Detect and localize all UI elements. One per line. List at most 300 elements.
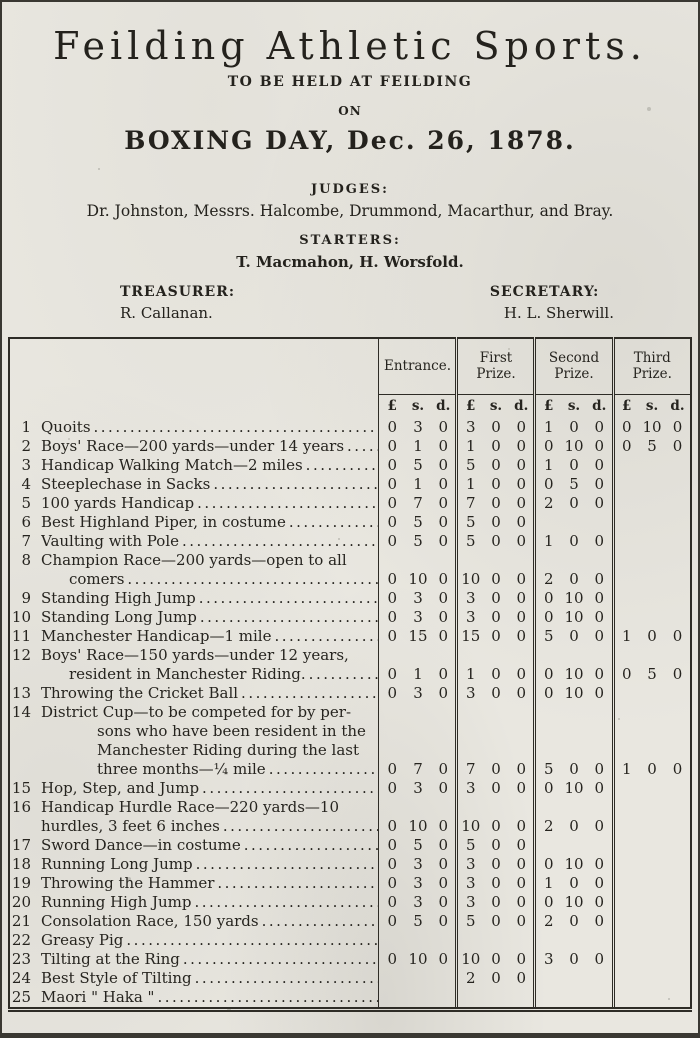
first-shillings: 0 [491,684,501,702]
second-shillings: 0 [569,418,579,436]
first-pence [509,988,535,1010]
second-pence: 0 [594,608,605,626]
event-number: 11 [11,627,31,645]
first-pence: 0 [516,874,526,892]
first-pounds: 10 [457,950,483,969]
entrance-shillings: 7 [413,760,423,778]
event-row [9,988,691,1010]
event-text: Standing High Jump [41,589,196,607]
event-text: comers [69,570,125,588]
second-shillings: 0 [569,950,579,968]
entrance-pence: 0 [438,627,448,645]
third-shillings [639,836,665,855]
entrance-pence: 0 [438,513,448,531]
event-line [41,589,378,608]
treasurer-label: TREASURER: [120,284,236,300]
second-pounds: 1 [535,456,561,475]
second-shillings: 10 [564,779,584,797]
first-pence: 0 [516,855,526,873]
third-pence: 0 [672,418,683,436]
event-line [41,532,378,551]
entrance-shillings: 3 [413,874,423,892]
entrance-shillings: 1 [413,475,423,493]
second-pence [587,931,613,950]
first-pounds: 3 [457,418,483,437]
second-pence: 0 [594,475,605,493]
first-pounds: 3 [457,779,483,798]
second-pounds: 3 [535,950,561,969]
dot-leader [214,874,378,893]
second-pounds [535,836,561,855]
dot-leader [199,779,378,798]
event-line [41,513,378,532]
event-text: Consolation Race, 150 yards [41,912,259,930]
judges-label: JUDGES: [311,182,389,197]
dot-leader [91,418,379,437]
event-row [9,437,691,456]
third-pounds [613,836,639,855]
event-name [36,684,379,703]
event-number: 18 [11,855,31,873]
first-pence: 0 [516,684,526,702]
second-pence [587,836,613,855]
third-pence [665,988,691,1010]
first-pounds: 3 [457,589,483,608]
event-line [41,646,378,665]
event-number: 22 [11,931,31,949]
entrance-shillings: 3 [413,418,423,436]
third-pounds [613,494,639,513]
currency-header-third-shillings: s. [645,398,659,415]
held-at-line: TO BE HELD AT FEILDING [227,74,473,90]
entrance-pence [431,988,457,1010]
first-pence: 0 [516,912,526,930]
second-pence: 0 [594,627,605,645]
event-name [36,912,379,931]
entrance-pounds: 0 [379,779,405,798]
third-shillings [639,931,665,950]
entrance-shillings: 5 [413,912,423,930]
entrance-pence: 0 [438,418,448,436]
entrance-pounds: 0 [379,912,405,931]
third-pounds [613,950,639,969]
entrance-pence: 0 [438,760,448,778]
event-line [41,817,378,836]
first-pence: 0 [516,608,526,626]
third-pence: 0 [672,437,683,455]
second-pence: 0 [594,437,605,455]
entrance-shillings: 5 [413,456,423,474]
second-pounds: 0 [535,684,561,703]
second-shillings: 5 [569,475,579,493]
second-pence: 0 [594,817,605,835]
event-line [41,494,378,513]
first-pence [509,931,535,950]
event-row [9,855,691,874]
event-line [41,475,378,494]
event-text: 100 yards Handicap [41,494,195,512]
event-name [36,589,379,608]
third-pounds [613,874,639,893]
first-shillings: 0 [491,456,501,474]
first-shillings: 0 [491,912,501,930]
event-name [36,950,379,969]
event-name [36,608,379,627]
second-pence [587,969,613,988]
event-name [36,855,379,874]
first-shillings: 0 [491,817,501,835]
dot-leader [241,836,379,855]
event-line [41,798,378,817]
event-row [9,513,691,532]
third-pence [665,931,691,950]
event-number: 21 [11,912,31,930]
event-name [36,969,379,988]
entrance-pence: 0 [438,684,448,702]
event-number: 5 [21,494,31,512]
event-text: Boys' Race—200 yards—under 14 years [41,437,345,455]
officers-row [8,284,692,323]
third-pounds [613,912,639,931]
event-name [36,798,379,836]
second-pounds: 1 [535,874,561,893]
entrance-shillings: 5 [413,836,423,854]
entrance-shillings: 1 [413,437,423,455]
entrance-pence: 0 [438,779,448,797]
event-number: 16 [11,798,31,816]
event-name [36,456,379,475]
header-spacer [9,338,36,394]
first-pounds [457,988,483,1010]
second-shillings [561,988,587,1010]
event-line [41,836,378,855]
second-shillings: 0 [569,532,579,550]
event-number: 25 [11,988,31,1006]
third-pounds [613,855,639,874]
second-pounds: 2 [535,551,561,589]
second-pounds [535,988,561,1010]
second-shillings: 0 [569,912,579,930]
entrance-pence: 0 [438,950,448,968]
second-pence [587,988,613,1010]
first-pounds: 3 [457,608,483,627]
event-number: 17 [11,836,31,854]
masthead [8,24,692,323]
third-pounds [613,608,639,627]
third-shillings [639,589,665,608]
second-pounds: 0 [535,779,561,798]
second-shillings: 10 [564,855,584,873]
event-number: 9 [21,589,31,607]
event-text: District Cup—to be competed for by per- [41,703,352,721]
secretary-block [490,284,614,323]
entrance-pence [431,931,457,950]
event-name [36,627,379,646]
secretary-name: H. L. Sherwill. [503,304,614,322]
header-spacer [36,394,379,418]
event-text: Handicap Walking Match—2 miles [41,456,303,474]
dot-leader [192,969,379,988]
third-pounds [613,798,639,836]
column-header-third: Third Prize. [613,338,691,394]
event-line [41,627,378,646]
second-pounds: 2 [535,912,561,931]
event-name [36,988,379,1010]
third-shillings [639,494,665,513]
currency-header-first-pounds: £ [457,394,483,418]
second-pence: 0 [594,418,605,436]
second-pence [587,513,613,532]
third-shillings: 5 [647,665,657,683]
third-pence [665,589,691,608]
second-pounds: 2 [535,798,561,836]
first-shillings: 0 [491,760,501,778]
first-shillings [483,988,509,1010]
event-line [41,437,378,456]
entrance-pence: 0 [438,817,448,835]
event-number: 1 [21,418,31,436]
first-pence: 0 [516,836,526,854]
event-row [9,646,691,684]
second-pounds: 0 [535,855,561,874]
third-pence [665,969,691,988]
event-name [36,703,379,779]
event-line [41,893,378,912]
event-number: 6 [21,513,31,531]
event-text: Throwing the Hammer [41,874,215,892]
event-line [41,551,378,570]
first-pence: 0 [516,779,526,797]
first-pence: 0 [516,665,526,683]
event-text: Best Highland Piper, in costume [41,513,286,531]
event-text: Hop, Step, and Jump [41,779,200,797]
entrance-shillings: 7 [413,494,423,512]
second-pounds [535,969,561,988]
third-pence [665,836,691,855]
first-pounds: 15 [457,627,483,646]
first-shillings: 0 [491,608,501,626]
second-pounds: 5 [535,627,561,646]
entrance-pence: 0 [438,874,448,892]
second-pounds [535,931,561,950]
entrance-shillings: 3 [413,684,423,702]
first-pounds: 7 [457,703,483,779]
header-spacer [36,338,379,394]
third-pounds [613,532,639,551]
dot-leader [266,760,379,779]
first-shillings: 0 [491,874,501,892]
third-shillings [639,893,665,912]
second-shillings [561,969,587,988]
second-pounds: 0 [535,475,561,494]
event-name [36,475,379,494]
third-shillings [639,608,665,627]
treasurer-name: R. Callanan. [120,304,213,322]
first-pounds: 5 [457,532,483,551]
third-pounds [613,475,639,494]
third-pounds [613,969,639,988]
entrance-shillings: 5 [413,513,423,531]
third-pence [665,513,691,532]
second-pounds [535,513,561,532]
first-pence: 0 [516,456,526,474]
entrance-pounds: 0 [379,893,405,912]
secretary-label: SECRETARY: [489,284,600,300]
event-line [41,608,378,627]
event-row [9,931,691,950]
first-pounds: 2 [457,969,483,988]
third-pounds [613,988,639,1010]
entrance-pence: 0 [438,532,448,550]
third-shillings [639,684,665,703]
first-pounds: 5 [457,912,483,931]
event-line [41,722,378,741]
entrance-shillings: 3 [413,589,423,607]
event-line [41,855,378,874]
first-pence: 0 [516,627,526,645]
event-text: Running Long Jump [41,855,193,873]
first-shillings: 0 [491,532,501,550]
first-pounds: 1 [457,437,483,456]
third-pounds: 1 [613,627,639,646]
column-header-second: Second Prize. [535,338,613,394]
first-shillings: 0 [491,836,501,854]
second-pounds: 2 [535,494,561,513]
event-line [41,950,378,969]
event-text: Boys' Race—150 yards—under 12 years, [41,646,349,664]
event-row [9,418,691,437]
third-pounds [613,456,639,475]
third-pence [665,684,691,703]
third-pence [665,551,691,589]
event-text: Throwing the Cricket Ball [41,684,239,702]
treasurer-block [120,284,235,323]
dot-leader [271,627,378,646]
currency-header-entrance-pounds: £ [379,394,405,418]
third-shillings [639,855,665,874]
event-text: Manchester Riding during the last [97,741,360,759]
starters-label: STARTERS: [299,233,401,248]
event-name [36,779,379,798]
first-shillings: 0 [491,665,501,683]
third-pence [665,893,691,912]
first-shillings: 0 [491,969,501,987]
first-shillings: 0 [491,950,501,968]
event-number: 7 [21,532,31,550]
entrance-pounds: 0 [379,475,405,494]
event-name [36,646,379,684]
second-pence: 0 [594,950,605,968]
second-pounds: 1 [535,418,561,437]
dot-leader [220,817,379,836]
event-number: 2 [21,437,31,455]
third-pence [665,456,691,475]
first-shillings: 0 [491,589,501,607]
entrance-pounds: 0 [379,703,405,779]
entrance-pounds: 0 [379,456,405,475]
dot-leader [124,570,378,589]
event-name [36,494,379,513]
entrance-pence: 0 [438,893,448,911]
events-table [8,337,692,1012]
event-line [41,456,378,475]
event-name [36,418,379,437]
first-pounds: 1 [457,475,483,494]
dot-leader [259,912,379,931]
first-pence: 0 [516,760,526,778]
event-text: Handicap Hurdle Race—220 yards—10 [41,798,339,816]
third-pounds: 0 [613,646,639,684]
event-number: 4 [21,475,31,493]
event-text: Quoits [41,418,91,436]
entrance-pence: 0 [438,855,448,873]
currency-header-first-shillings: s. [489,398,503,415]
event-row [9,779,691,798]
entrance-pounds: 0 [379,646,405,684]
event-line [41,741,378,760]
event-row [9,912,691,931]
second-shillings: 0 [569,817,579,835]
third-shillings [639,950,665,969]
event-text: Vaulting with Pole [41,532,179,550]
first-pence: 0 [516,589,526,607]
entrance-pence: 0 [438,665,448,683]
dot-leader [154,988,378,1007]
event-text: resident in Manchester Riding. [69,665,306,683]
first-pounds: 3 [457,874,483,893]
starters-names: T. Macmahon, H. Worsfold. [236,253,464,271]
event-row [9,475,691,494]
currency-header-entrance-shillings: s. [411,398,425,415]
event-text: Maori " Haka " [41,988,155,1006]
currency-header-third-pence: d. [670,398,685,415]
entrance-pence: 0 [438,912,448,930]
entrance-pence: 0 [438,589,448,607]
event-number: 20 [11,893,31,911]
currency-header-entrance-pence: d. [436,398,451,415]
third-pence [665,532,691,551]
third-shillings [639,969,665,988]
first-shillings: 0 [491,437,501,455]
currency-header-second-pence: d. [592,398,607,415]
third-pounds [613,893,639,912]
event-row [9,494,691,513]
event-line [41,988,378,1007]
event-row [9,950,691,969]
second-pence: 0 [594,589,605,607]
events-table-body [9,418,691,1010]
third-pounds [613,779,639,798]
second-shillings: 10 [564,665,584,683]
event-name [36,437,379,456]
second-pence: 0 [594,494,605,512]
dot-leader [180,950,379,969]
third-pence [665,779,691,798]
event-text: Best Style of Tilting [41,969,192,987]
third-pence [665,608,691,627]
entrance-pence: 0 [438,475,448,493]
event-name [36,836,379,855]
dot-leader [344,437,378,456]
third-pounds: 0 [613,418,639,437]
first-pence: 0 [516,570,526,588]
first-pounds: 5 [457,456,483,475]
third-shillings: 0 [647,627,657,645]
entrance-shillings [405,988,431,1010]
dot-leader [303,456,379,475]
second-shillings: 10 [564,589,584,607]
first-pounds: 3 [457,684,483,703]
